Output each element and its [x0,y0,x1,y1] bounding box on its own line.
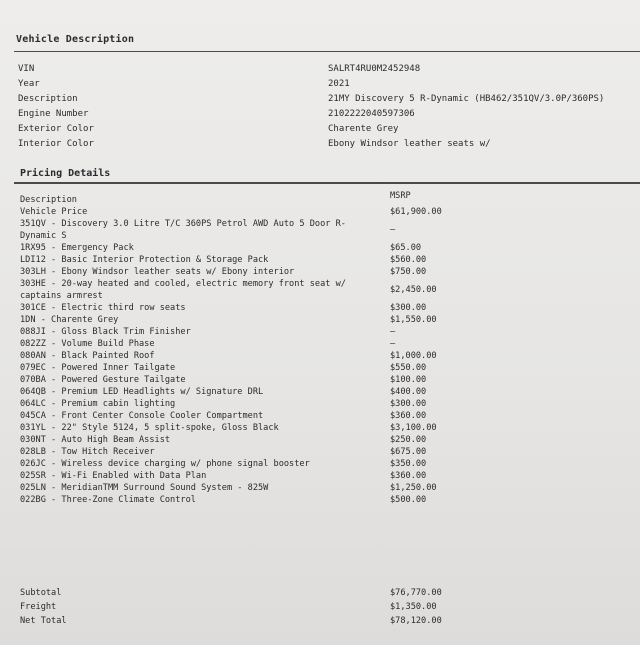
item-description: 064QB - Premium LED Headlights w/ Signature DRL [20,387,264,397]
vd-row-interior-color [18,137,640,152]
vd-value: 2102222040597306 [328,109,415,119]
pricing-row [20,446,640,458]
pricing-row [20,494,640,506]
item-description: 088JI - Gloss Black Trim Finisher [20,327,191,337]
pricing-row [20,362,640,374]
pricing-row [20,386,640,398]
pricing-row [20,314,640,326]
item-description: 022BG - Three-Zone Climate Control [20,495,196,505]
vd-row-vin [18,62,640,77]
vd-label: Description [18,94,78,104]
item-price: $250.00 [390,435,427,445]
item-description: 303LH - Ebony Windsor leather seats w/ Ebony interior [20,267,295,277]
totals-row [20,614,640,628]
column-header-msrp: MSRP [390,191,411,201]
item-price: $500.00 [390,495,427,505]
pricing-row [20,326,640,338]
pricing-row [20,278,640,302]
item-description: 028LB - Tow Hitch Receiver [20,447,155,457]
vd-label: Year [18,79,40,89]
item-price: $2,450.00 [390,285,437,295]
vd-label: Interior Color [18,139,94,149]
pricing-row [20,482,640,494]
total-label: Net Total [20,616,67,626]
item-description: 026JC - Wireless device charging w/ phone signal booster [20,459,310,469]
item-price: $300.00 [390,303,427,313]
column-header-description: Description [20,195,77,205]
item-price: $360.00 [390,471,427,481]
item-description: 351QV - Discovery 3.0 Litre T/C 360PS Petrol AWD Auto 5 Door R-Dynamic S [20,219,346,241]
item-description: 064LC - Premium cabin lighting [20,399,176,409]
item-price: – [390,225,396,235]
total-value: $78,120.00 [390,616,442,626]
item-description: 030NT - Auto High Beam Assist [20,435,171,445]
pricing-items-table [20,191,640,506]
item-price: $65.00 [390,243,422,253]
item-price: $100.00 [390,375,427,385]
vehicle-description-table [18,62,640,152]
item-price: – [390,339,396,349]
item-description: 045CA - Front Center Console Cooler Compartment [20,411,264,421]
item-price: $675.00 [390,447,427,457]
vd-label: Exterior Color [18,124,94,134]
item-price: $61,900.00 [390,207,442,217]
section-divider [14,182,640,184]
item-price: $1,250.00 [390,483,437,493]
pricing-row [20,398,640,410]
pricing-row [20,410,640,422]
item-description: 303HE - 20-way heated and cooled, electric memory front seat w/ captains armrest [20,279,346,301]
pricing-row [20,350,640,362]
pricing-row [20,458,640,470]
item-description: 025SR - Wi-Fi Enabled with Data Plan [20,471,207,481]
totals-row [20,586,640,600]
item-description: Vehicle Price [20,207,88,217]
vd-value: SALRT4RU0M2452948 [328,64,421,74]
section-divider [14,51,640,52]
vd-value: 2021 [328,79,350,89]
item-description: 025LN - MeridianTMM Surround Sound System - 825W [20,483,269,493]
item-price: $750.00 [390,267,427,277]
item-price: $300.00 [390,399,427,409]
item-description: 1RX95 - Emergency Pack [20,243,134,253]
pricing-row [20,242,640,254]
item-description: 080AN - Black Painted Roof [20,351,155,361]
pricing-row [20,266,640,278]
total-label: Subtotal [20,588,62,598]
pricing-details-title: Pricing Details [20,168,111,179]
total-label: Freight [20,602,57,612]
pricing-row [20,254,640,266]
vd-label: Engine Number [18,109,89,119]
item-price: $360.00 [390,411,427,421]
pricing-row [20,206,640,218]
item-price: $350.00 [390,459,427,469]
pricing-row [20,470,640,482]
item-price: $560.00 [390,255,427,265]
item-price: $1,000.00 [390,351,437,361]
item-price: $1,550.00 [390,315,437,325]
vehicle-description-title: Vehicle Description [16,34,135,45]
item-description: 079EC - Powered Inner Tailgate [20,363,176,373]
totals-row [20,600,640,614]
item-description: 301CE - Electric third row seats [20,303,186,313]
pricing-row [20,374,640,386]
vd-value: Ebony Windsor leather seats w/ [328,139,491,149]
total-value: $76,770.00 [390,588,442,598]
vd-row-description [18,92,640,107]
vd-row-exterior-color [18,122,640,137]
vd-row-year [18,77,640,92]
item-price: $400.00 [390,387,427,397]
item-price: $3,100.00 [390,423,437,433]
vd-value: Charente Grey [328,124,399,134]
pricing-row [20,422,640,434]
item-description: 031YL - 22" Style 5124, 5 split-spoke, Gloss Black [20,423,279,433]
item-price: – [390,327,396,337]
pricing-row [20,302,640,314]
vd-row-engine-number [18,107,640,122]
vd-label: VIN [18,64,35,74]
item-price: $550.00 [390,363,427,373]
item-description: 070BA - Powered Gesture Tailgate [20,375,186,385]
totals-table [20,586,640,628]
pricing-row [20,218,640,242]
pricing-header-row [20,191,640,206]
item-description: 1DN - Charente Grey [20,315,119,325]
pricing-row [20,338,640,350]
item-description: 082ZZ - Volume Build Phase [20,339,155,349]
total-value: $1,350.00 [390,602,437,612]
item-description: LDI12 - Basic Interior Protection & Storage Pack [20,255,269,265]
pricing-row [20,434,640,446]
vd-value: 21MY Discovery 5 R-Dynamic (HB462/351QV/3.0P/360PS) [328,94,605,104]
